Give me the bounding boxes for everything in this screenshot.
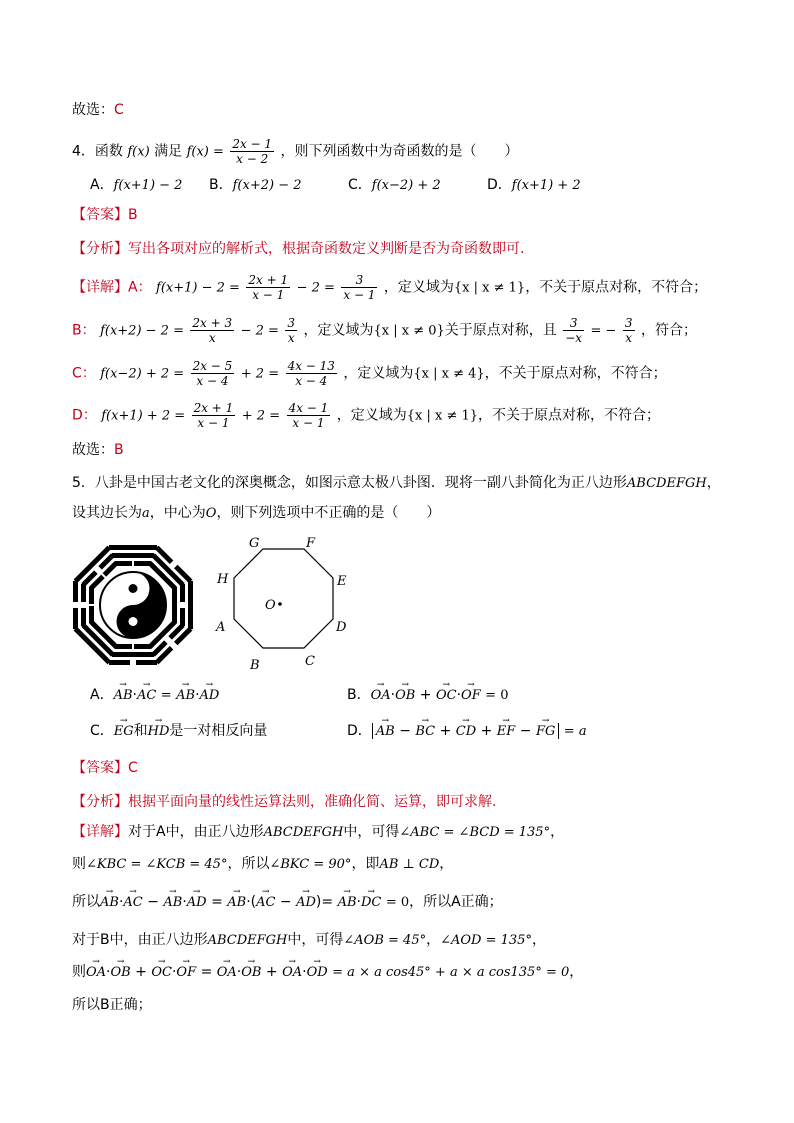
q5-stem-line1: 5．八卦是中国古老文化的深奥概念，如图示意太极八卦图．现将一副八卦简化为正八边形ABCDEFGH， (72, 475, 721, 491)
q4-detail-c: C： f(x−2) + 2 = $\frac{2x - 5}{x - 4}$ + 2 = $\frac{4x - 13}{x - 4}$ ，定义域为{x | x ≠ 4}，不关于原点对称，不符合； (72, 359, 667, 388)
q5-analysis: 【分析】根据平面向量的线性运算法则，准确化简、运算，即可求解. (72, 794, 497, 810)
vertex-c-label: C (305, 654, 315, 669)
q4-definition-fraction: $\frac{2x - 1}{x - 2}$ (232, 137, 273, 166)
choice-value: C (114, 102, 124, 118)
previous-choice-line (72, 100, 124, 120)
q5-option-b: B．→ OA·→ OB + → OC·→ OF = 0 (347, 685, 508, 706)
q4-option-b: B．f(x+2) − 2 (209, 177, 302, 193)
q4-option-d: D．f(x+1) + 2 (487, 177, 581, 193)
vertex-h-label: H (217, 572, 229, 587)
q5-option-a: A．→ AB·→ AC = → AB·→ AD (90, 685, 219, 706)
vertex-b-label: B (250, 658, 260, 670)
vertex-d-label: D (336, 620, 347, 635)
q5-detail-line5: 则→ OA·→ OB + → OC·→ OF = → OA·→ OB + → OA·→ OD = a × a cos45° + a × a cos135° = 0， (72, 962, 583, 983)
q4-detail-b: B： f(x+2) − 2 = $\frac{2x + 3}{x}$ − 2 = $\frac{3}{x}$ ，定义域为{x | x ≠ 0}关于原点对称，且 $\frac{3}{-x}$ = − $\frac{3}{x}$ ，符合； (72, 316, 697, 345)
q4-analysis: 【分析】写出各项对应的解析式，根据奇函数定义判断是否为奇函数即可. (72, 241, 525, 257)
bagua-taiji-figure (68, 540, 198, 670)
q4-option-c: C．f(x−2) + 2 (348, 177, 441, 193)
vertex-e-label: E (337, 574, 347, 589)
vertex-g-label: G (249, 536, 260, 551)
q4-detail-d: D： f(x+1) + 2 = $\frac{2x + 1}{x - 1}$ + 2 = $\frac{4x - 1}{x - 1}$ ，定义域为{x | x ≠ 1}，不关于原点对称，不符合； (72, 401, 661, 430)
vertex-f-label: F (306, 536, 316, 551)
q4-choose: 故选：B (72, 442, 124, 458)
choice-label: 故选： (72, 102, 114, 118)
q4-option-a: A．f(x+1) − 2 (90, 177, 183, 193)
q4-detail-a: 【详解】A： f(x+1) − 2 = $\frac{2x + 1}{x - 1}$ − 2 = $\frac{3}{x - 1}$ ，定义域为{x | x ≠ 1}，不关于原点对称，不符合； (72, 273, 708, 302)
q5-option-c: C．→ EG和→ HD是一对相反向量 (90, 721, 267, 742)
q5-detail-line4: 对于B中，由正八边形ABCDEFGH中，可得∠AOB = 45°，∠AOD = 135°， (72, 932, 546, 948)
octagon-figure (205, 530, 365, 670)
center-o-label: O (265, 598, 276, 613)
q5-detail-line1: 【详解】对于A中，由正八边形ABCDEFGH中，可得∠ABC = ∠BCD = 135°， (72, 824, 565, 840)
vertex-a-label: A (216, 620, 226, 635)
center-dot (278, 602, 282, 606)
q5-detail-line6: 所以B正确； (72, 997, 152, 1013)
q4-answer: 【答案】B (72, 207, 138, 223)
q5-option-d: D．→ AB − → BC + → CD + → EF − → FG = a (347, 721, 587, 742)
function-symbol: f(x) (127, 144, 150, 160)
q5-answer: 【答案】C (72, 760, 138, 776)
q5-stem-line2: 设其边长为a，中心为O，则下列选项中不正确的是（ ） (72, 505, 441, 521)
q4-stem: 4．函数 f(x) 满足 f(x) = $\frac{2x - 1}{x - 2}$ ，则下列函数中为奇函数的是（ ） (72, 137, 519, 166)
q5-detail-line2: 则∠KBC = ∠KCB = 45°，所以∠BKC = 90°，即AB ⊥ CD， (72, 856, 454, 872)
q5-detail-line3: 所以→ AB·→ AC − → AB·→ AD = → AB·(→ AC − → AD)= → AB·→ DC = 0，所以A正确； (72, 892, 503, 913)
